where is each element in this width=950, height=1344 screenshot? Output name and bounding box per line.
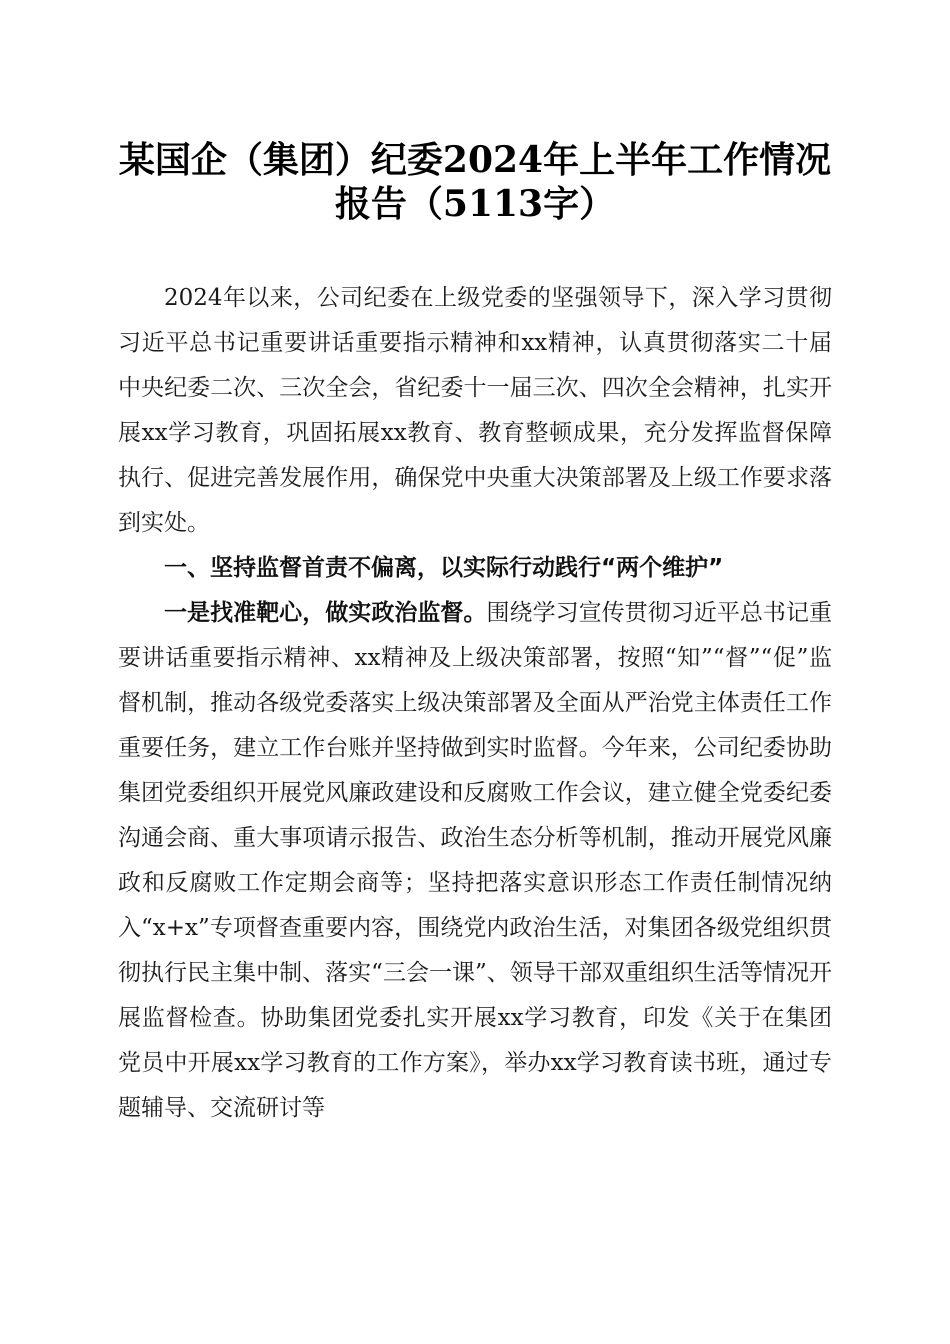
point-1-body: 围绕学习宣传贯彻习近平总书记重要讲话重要指示精神、xx精神及上级决策部署，按照“知”“督”“促”监督机制，推动各级党委落实上级决策部署及全面从严治党主体责任工作重要任务，建立工作台账并坚持做到实时监督。今年来，公司纪委协助集团党委组织开展党风廉政建设和反腐败工作会议，建立健全党委纪委沟通会商、重大事项请示报告、政治生态分析等机制，推动开展党风廉政和反腐败工作定期会商等；坚持把落实意识形态工作责任制情况纳入“x+x”专项督查重要内容，围绕党内政治生活，对集团各级党组织贯彻执行民主集中制、落实“三会一课”、领导干部双重组织生活等情况开展监督检查。协助集团党委扎实开展xx学习教育，印发《关于在集团党员中开展xx学习教育的工作方案》，举办xx学习教育读书班，通过专题辅导、交流研讨等 — [118, 600, 833, 1121]
document-title-line-1: 某国企（集团）纪委2024年上半年工作情况 — [118, 139, 832, 181]
intro-paragraph: 2024年以来，公司纪委在上级党委的坚强领导下，深入学习贯彻习近平总书记重要讲话重要指示精神和xx精神，认真贯彻落实二十届中央纪委二次、三次全会，省纪委十一届三次、四次全会精神，扎实开展xx学习教育，巩固拓展xx教育、教育整顿成果，充分发挥监督保障执行、促进完善发展作用，确保党中央重大决策部署及上级工作要求落到实处。 — [118, 285, 832, 536]
section-1-heading: 一、坚持监督首责不偏离，以实际行动践行“两个维护” — [164, 555, 724, 581]
point-1-lead: 一是找准靶心，做实政治监督。 — [164, 600, 487, 626]
point-1-paragraph — [118, 591, 832, 1131]
document-body — [118, 276, 832, 1131]
document-title-line-2: 报告（5113字） — [334, 183, 616, 225]
